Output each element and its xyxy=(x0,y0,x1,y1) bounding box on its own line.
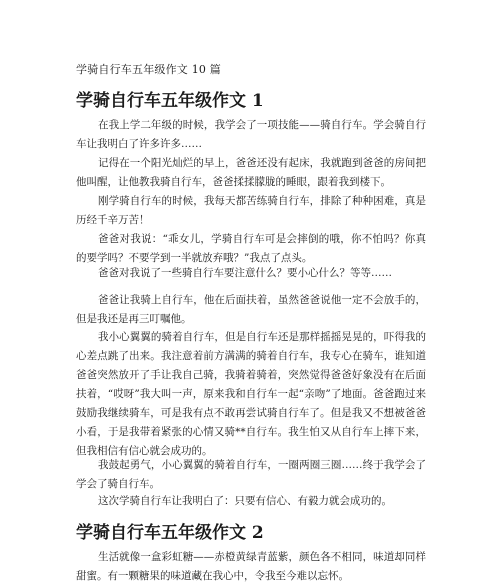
essay-1-paragraph-3: 刚学骑自行车的时候，我每天都苦练骑自行车，排除了种种困难，真是历经千辛万苦！ xyxy=(76,195,426,226)
essay-1-paragraph-9: 这次学骑自行车让我明白了：只要有信心、有毅力就会成功的。 xyxy=(98,495,392,507)
essay-1-paragraph-4: 爸爸对我说：“乖女儿，学骑自行车可是会摔倒的哦，你不怕吗？你真的要学吗？不要学到一半就放弃哦？”我点了点头。 xyxy=(76,233,426,264)
document-title: 学骑自行车五年级作文 10 篇 xyxy=(76,63,221,76)
essay-1-paragraph-5: 爸爸对我说了一些骑自行车要注意什么？要小心什么？等等…… xyxy=(98,267,392,279)
essay-2-paragraph-1: 生活就像一盒彩虹糖——赤橙黄绿青蓝紫，颜色各不相同，味道却同样甜蜜。有一颗糖果的味道藏在我心中，令我至今难以忘怀。 xyxy=(76,551,426,582)
essay-1-paragraph-1: 在我上学二年级的时候，我学会了一项技能——骑自行车。学会骑自行车让我明白了许多许多…… xyxy=(76,119,426,150)
essay-1-paragraph-7: 我小心翼翼的骑着自行车，但是自行车还是那样摇摇晃晃的，吓得我的心差点跳了出来。我注意着前方满满的骑着自行车，我专心在骑车，谁知道爸爸突然放开了手让我自己骑，我骑着骑着，突然觉得爸爸好象没有在后面扶着，“哎呀”我大叫一声，原来我和自行车一起“亲吻”了地面。爸爸跑过来鼓励我继续骑车，可是我有点不敢再尝试骑自行车了。但是我又不想被爸爸小看，于是我带着紧张的心情又骑**自行车。我生怕又从自行车上摔下来，但我相信有信心就会成功的。 xyxy=(76,331,426,457)
essay-1-paragraph-6: 爸爸让我骑上自行车，他在后面扶着，虽然爸爸说他一定不会放手的，但是我还是再三叮嘱他。 xyxy=(76,294,426,325)
essay-2-heading: 学骑自行车五年级作文 2 xyxy=(76,523,264,543)
essay-1-heading: 学骑自行车五年级作文 1 xyxy=(76,91,264,111)
essay-1-paragraph-2: 记得在一个阳光灿烂的早上，爸爸还没有起床，我就跑到爸爸的房间把他叫醒，让他教我骑自行车，爸爸揉揉朦胧的睡眼，跟着我到楼下。 xyxy=(76,157,426,188)
essay-1-paragraph-8: 我鼓起勇气，小心翼翼的骑着自行车，一圈两圈三圈……终于我学会了学会了骑自行车。 xyxy=(76,459,426,490)
